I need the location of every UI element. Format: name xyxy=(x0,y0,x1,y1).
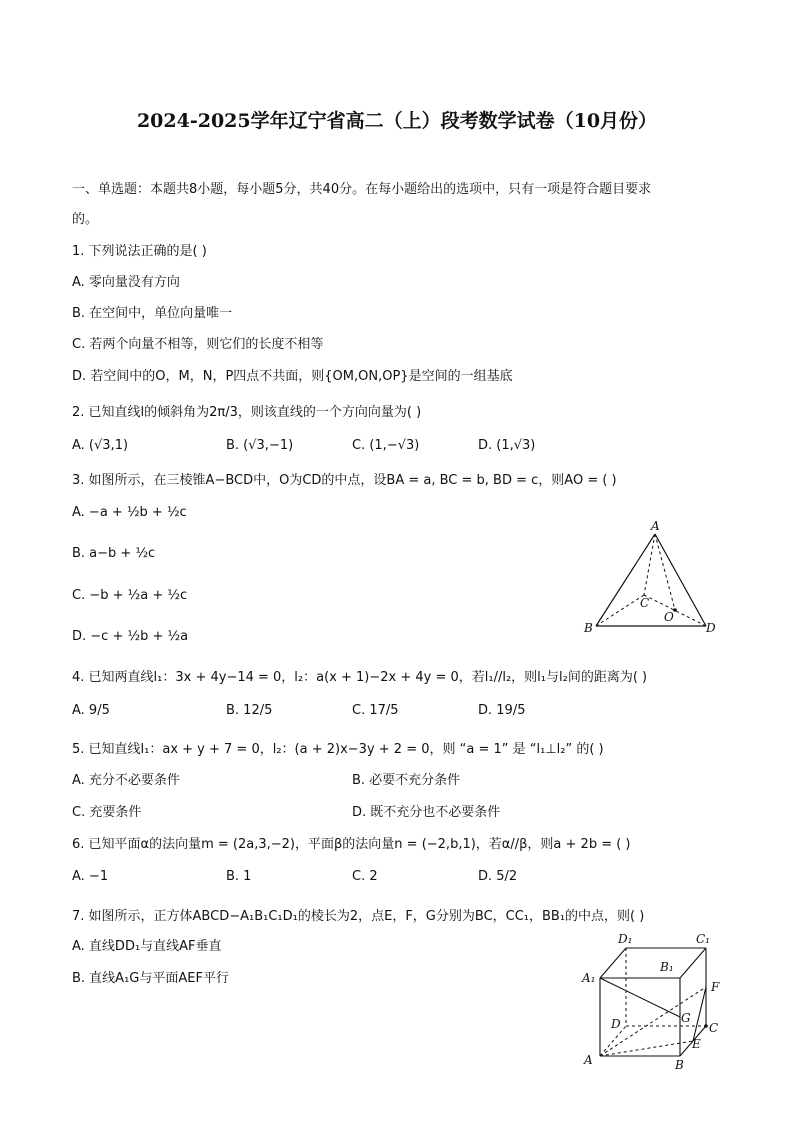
question-5-option-c: C. 充要条件 xyxy=(72,805,142,820)
question-2-stem: 2. 已知直线l的倾斜角为2π/3，则该直线的一个方向向量为( ) xyxy=(72,405,422,420)
label-f: F xyxy=(711,980,720,994)
label-c: C xyxy=(640,596,650,610)
edge-bc xyxy=(596,595,644,626)
tetrahedron-figure xyxy=(578,518,728,640)
label-e: E xyxy=(692,1037,701,1051)
question-2-option-a: A. (√3,1) xyxy=(72,438,129,453)
question-6-option-b: B. 1 xyxy=(226,869,252,884)
question-3-option-a: A. −a + ½b + ½c xyxy=(72,505,187,520)
question-6-option-d: D. 5/2 xyxy=(478,869,518,884)
question-2-option-d: D. (1,√3) xyxy=(478,438,536,453)
question-5-stem: 5. 已知直线l₁：ax + y + 7 = 0，l₂：(a + 2)x−3y + 2 = 0，则 “a = 1” 是 “l₁⊥l₂” 的( ) xyxy=(72,742,604,757)
question-3-option-d: D. −c + ½b + ½a xyxy=(72,629,189,644)
question-6-option-c: C. 2 xyxy=(352,869,378,884)
question-6-option-a: A. −1 xyxy=(72,869,109,884)
question-7-option-a: A. 直线DD₁与直线AF垂直 xyxy=(72,939,222,954)
question-5-option-d: D. 既不充分也不必要条件 xyxy=(352,805,501,820)
question-1-option-a: A. 零向量没有方向 xyxy=(72,275,180,290)
question-1-option-d: D. 若空间中的O，M，N，P四点不共面，则{OM,ON,OP}是空间的一组基底 xyxy=(72,369,513,384)
label-c1: C₁ xyxy=(696,932,710,946)
section-heading: 一、单选题：本题共8小题，每小题5分，共40分。在每小题给出的选项中，只有一项是符合题目要求 xyxy=(72,182,652,197)
label-b: B xyxy=(584,621,593,635)
question-4-option-b: B. 12/5 xyxy=(226,703,273,718)
question-3-option-c: C. −b + ½a + ½c xyxy=(72,588,188,603)
question-4-option-d: D. 19/5 xyxy=(478,703,526,718)
edge-ad xyxy=(655,534,706,626)
question-3-stem: 3. 如图所示，在三棱锥A−BCD中，O为CD的中点，设BA = a, BC = b, BD = c，则AO = ( ) xyxy=(72,473,617,488)
question-3-option-b: B. a−b + ½c xyxy=(72,546,156,561)
exam-title: 2024-2025学年辽宁省高二（上）段考数学试卷（10月份） xyxy=(136,110,658,132)
question-7-stem: 7. 如图所示，正方体ABCD−A₁B₁C₁D₁的棱长为2，点E，F，G分别为BC，CC₁，BB₁的中点，则( ) xyxy=(72,909,645,924)
question-4-option-c: C. 17/5 xyxy=(352,703,399,718)
label-g: G xyxy=(681,1011,691,1025)
question-7-option-b: B. 直线A₁G与平面AEF平行 xyxy=(72,971,229,986)
label-b: B xyxy=(675,1058,684,1072)
question-2-option-b: B. (√3,−1) xyxy=(226,438,294,453)
question-4-stem: 4. 已知两直线l₁：3x + 4y−14 = 0，l₂：a(x + 1)−2x + 4y = 0，若l₁//l₂，则l₁与l₂间的距离为( ) xyxy=(72,670,648,685)
question-5-option-b: B. 必要不充分条件 xyxy=(352,773,461,788)
question-1-stem: 1. 下列说法正确的是( ) xyxy=(72,244,207,259)
question-5-option-a: A. 充分不必要条件 xyxy=(72,773,180,788)
edge-ab xyxy=(596,534,655,626)
label-d1: D₁ xyxy=(618,932,633,946)
segment-ao xyxy=(655,534,675,610)
label-a: A xyxy=(651,519,660,533)
label-d: D xyxy=(611,1017,621,1031)
question-1-option-b: B. 在空间中，单位向量唯一 xyxy=(72,306,233,321)
label-a1: A₁ xyxy=(582,971,596,985)
question-1-option-c: C. 若两个向量不相等，则它们的长度不相等 xyxy=(72,337,324,352)
question-6-stem: 6. 已知平面α的法向量m = (2a,3,−2)，平面β的法向量n = (−2,b,1)，若α//β，则a + 2b = ( ) xyxy=(72,837,631,852)
label-b1: B₁ xyxy=(660,960,674,974)
section-heading-cont: 的。 xyxy=(72,212,99,227)
label-a: A xyxy=(584,1053,593,1067)
label-d: D xyxy=(706,621,716,635)
label-c: C xyxy=(709,1021,719,1035)
cube-figure xyxy=(578,928,728,1073)
label-o: O xyxy=(664,610,674,624)
question-2-option-c: C. (1,−√3) xyxy=(352,438,420,453)
question-4-option-a: A. 9/5 xyxy=(72,703,110,718)
